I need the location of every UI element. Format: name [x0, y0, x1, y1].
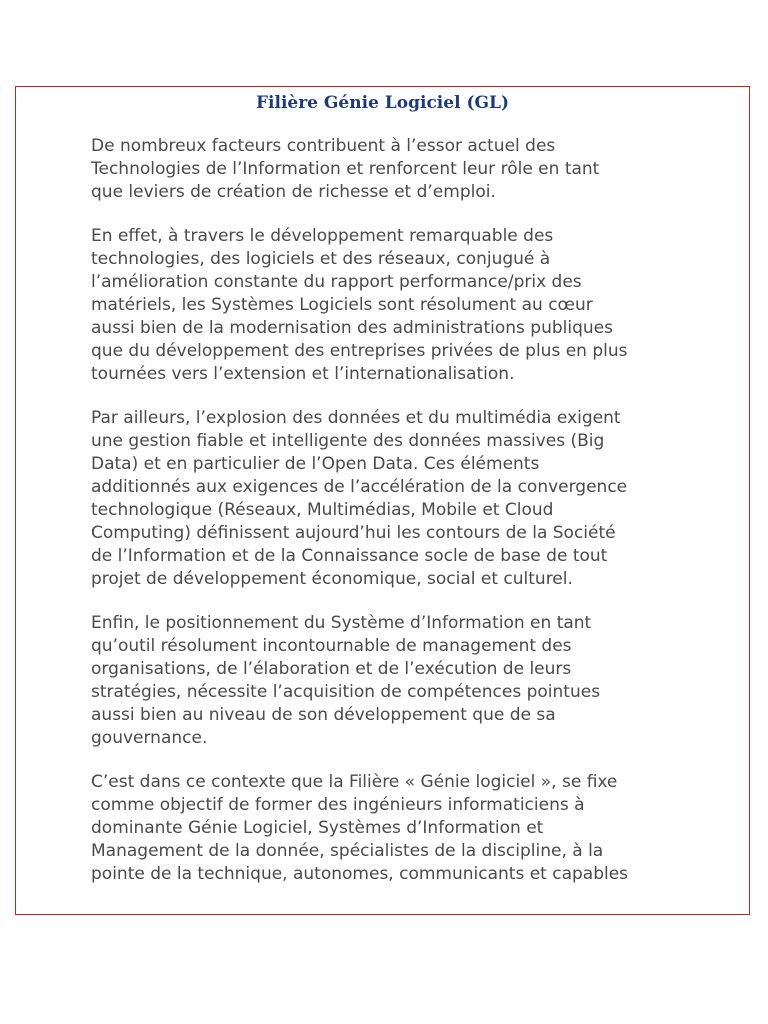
document-body	[91, 135, 691, 907]
text-line: technologies, des logiciels et des réseaux, conjugué à	[91, 249, 551, 269]
text-line: l’amélioration constante du rapport performance/prix des	[91, 272, 582, 292]
text-line: de l’Information et de la Connaissance socle de base de tout	[91, 546, 608, 566]
document-frame	[15, 86, 750, 915]
paragraph-enfin	[91, 612, 691, 750]
paragraph-intro	[91, 135, 691, 204]
text-line: aussi bien au niveau de son développement que de sa	[91, 705, 556, 725]
text-line: Enfin, le positionnement du Système d’Information en tant	[91, 613, 592, 633]
text-line: projet de développement économique, social et culturel.	[91, 569, 573, 589]
page-title: Filière Génie Logiciel (GL)	[255, 93, 510, 113]
text-line: comme objectif de former des ingénieurs informaticiens à	[91, 795, 585, 815]
text-line: matériels, les Systèmes Logiciels sont résolument au cœur	[91, 295, 593, 315]
text-line: Computing) définissent aujourd’hui les contours de la Société	[91, 523, 616, 543]
text-line: Technologies de l’Information et renforcent leur rôle en tant	[91, 159, 600, 179]
text-line: qu’outil résolument incontournable de management des	[91, 636, 572, 656]
text-line: technologique (Réseaux, Multimédias, Mobile et Cloud	[91, 500, 554, 520]
text-line: De nombreux facteurs contribuent à l’essor actuel des	[91, 136, 556, 156]
text-line: En effet, à travers le développement remarquable des	[91, 226, 554, 246]
text-line: C’est dans ce contexte que la Filière « Génie logiciel », se fixe	[91, 772, 618, 792]
text-line: Par ailleurs, l’explosion des données et du multimédia exigent	[91, 408, 621, 428]
text-line: une gestion fiable et intelligente des données massives (Big	[91, 431, 605, 451]
text-line: stratégies, nécessite l’acquisition de compétences pointues	[91, 682, 601, 702]
paragraph-en-effet	[91, 225, 691, 386]
text-line: tournées vers l’extension et l’internationalisation.	[91, 364, 515, 384]
paragraph-contexte	[91, 771, 691, 886]
text-line: additionnés aux exigences de l’accélération de la convergence	[91, 477, 628, 497]
text-line: dominante Génie Logiciel, Systèmes d’Information et	[91, 818, 544, 838]
text-line: organisations, de l’élaboration et de l’exécution de leurs	[91, 659, 572, 679]
text-line: Management de la donnée, spécialistes de la discipline, à la	[91, 841, 604, 861]
text-line: gouvernance.	[91, 728, 208, 748]
text-line: aussi bien de la modernisation des administrations publiques	[91, 318, 613, 338]
text-line: pointe de la technique, autonomes, communicants et capables	[91, 864, 629, 884]
text-line: que du développement des entreprises privées de plus en plus	[91, 341, 628, 361]
paragraph-par-ailleurs	[91, 407, 691, 591]
text-line: que leviers de création de richesse et d’emploi.	[91, 182, 496, 202]
text-line: Data) et en particulier de l’Open Data. Ces éléments	[91, 454, 540, 474]
